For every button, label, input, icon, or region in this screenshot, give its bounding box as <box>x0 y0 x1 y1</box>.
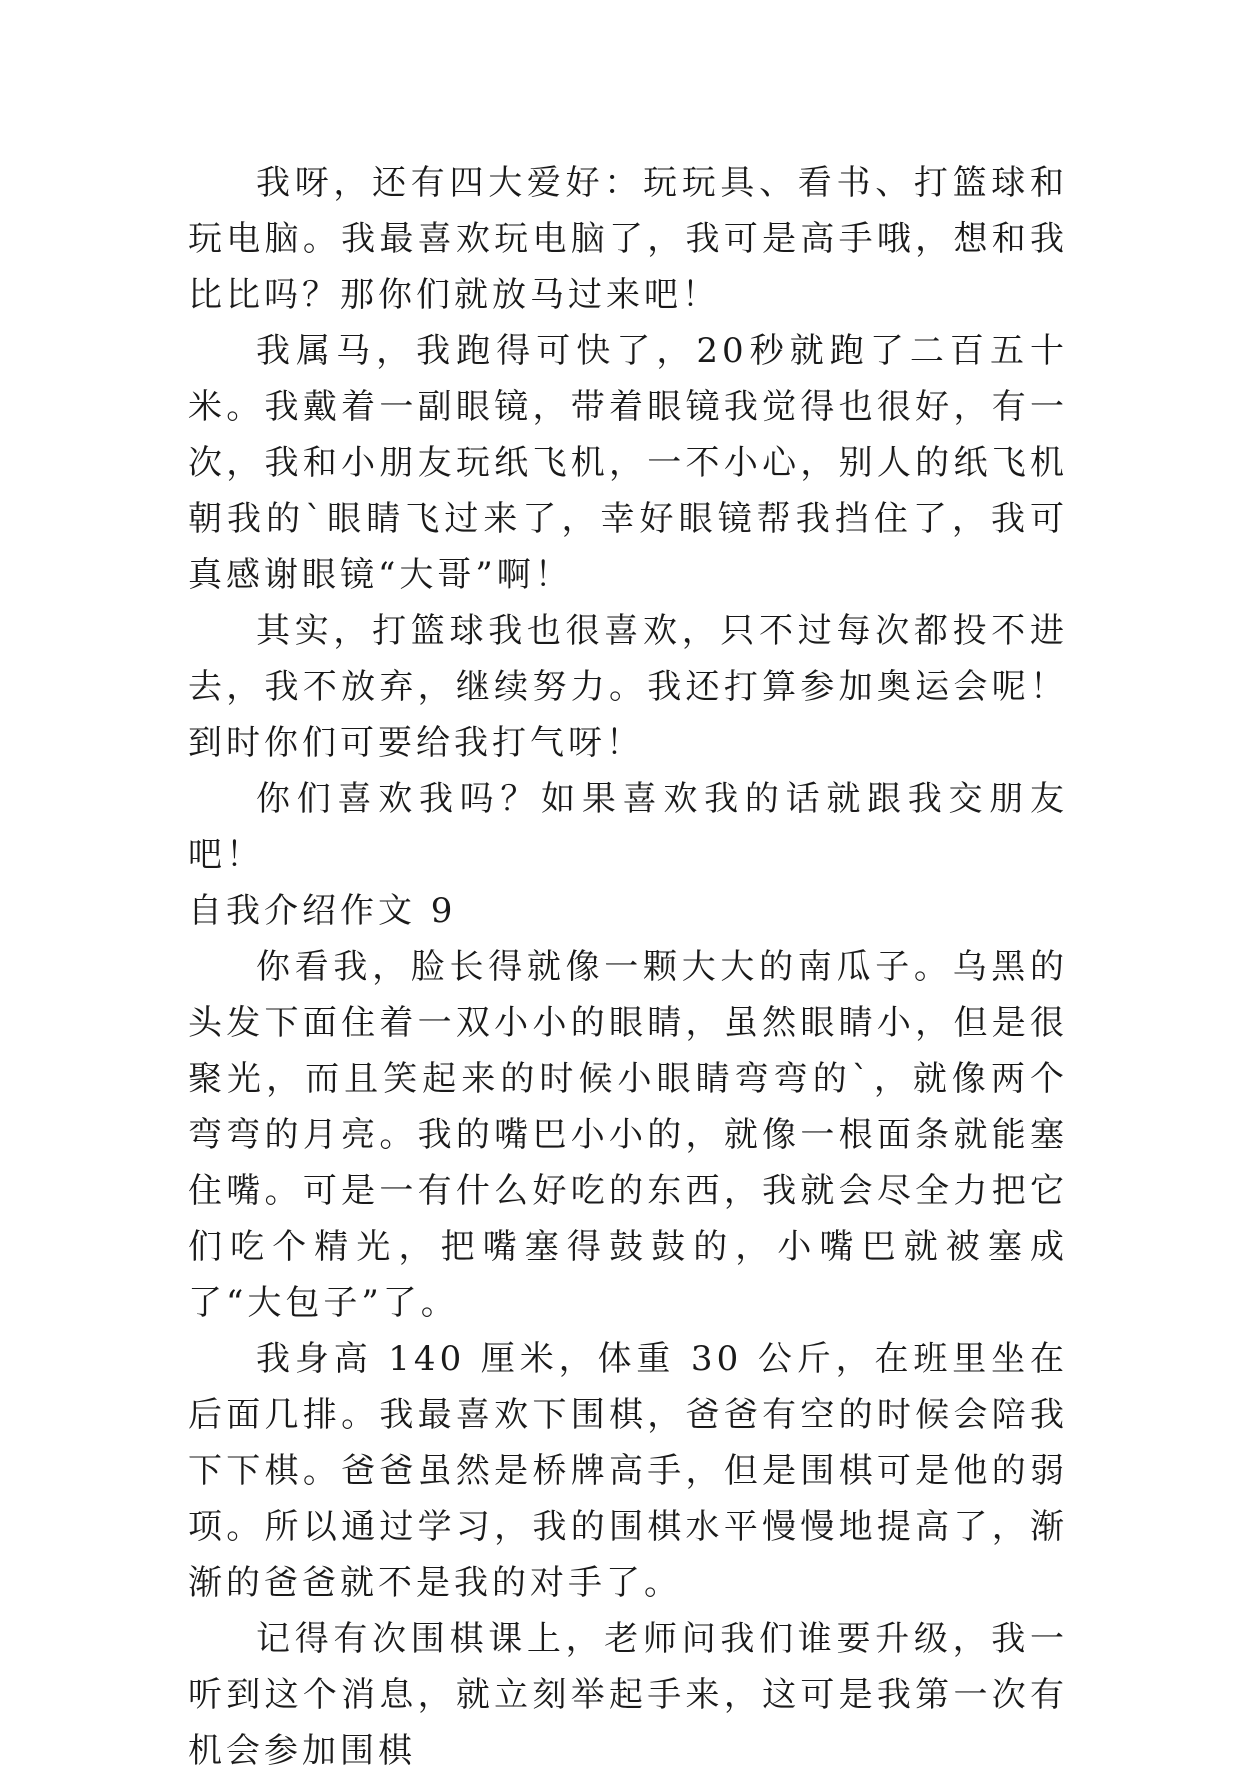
paragraph-basketball: 其实，打篮球我也很喜欢，只不过每次都投不进去，我不放弃，继续努力。我还打算参加奥运会呢！到时你们可要给我打气呀！ <box>188 611 1068 763</box>
paragraph-make-friends: 你们喜欢我吗？如果喜欢我的话就跟我交朋友吧！ <box>188 779 1068 875</box>
paragraph-go-class: 记得有次围棋课上，老师问我们谁要升级，我一听到这个消息，就立刻举起手来，这可是我第一次有机会参加围棋 <box>188 1619 1068 1771</box>
paragraph-height-go: 我身高 140 厘米，体重 30 公斤，在班里坐在后面几排。我最喜欢下围棋，爸爸有空的时候会陪我下下棋。爸爸虽然是桥牌高手，但是围棋可是他的弱项。所以通过学习，我的围棋水平慢慢地提高了，渐渐的爸爸就不是我的对手了。 <box>188 1339 1068 1603</box>
paragraph-appearance: 你看我，脸长得就像一颗大大的南瓜子。乌黑的头发下面住着一双小小的眼睛，虽然眼睛小，但是很聚光，而且笑起来的时候小眼睛弯弯的`，就像两个弯弯的月亮。我的嘴巴小小的，就像一根面条就能塞住嘴。可是一有什么好吃的东西，我就会尽全力把它们吃个精光，把嘴塞得鼓鼓的，小嘴巴就被塞成了“大包子”了。 <box>188 947 1068 1323</box>
paragraph-hobbies: 我呀，还有四大爱好：玩玩具、看书、打篮球和玩电脑。我最喜欢玩电脑了，我可是高手哦，想和我比比吗？那你们就放马过来吧！ <box>188 163 1068 315</box>
essay-heading: 自我介绍作文 9 <box>188 891 457 931</box>
paragraph-running-glasses: 我属马，我跑得可快了，20秒就跑了二百五十米。我戴着一副眼镜，带着眼镜我觉得也很好，有一次，我和小朋友玩纸飞机，一不小心，别人的纸飞机朝我的`眼睛飞过来了，幸好眼镜帮我挡住了，我可真感谢眼镜“大哥”啊！ <box>188 331 1068 595</box>
document-body <box>188 155 1068 1779</box>
